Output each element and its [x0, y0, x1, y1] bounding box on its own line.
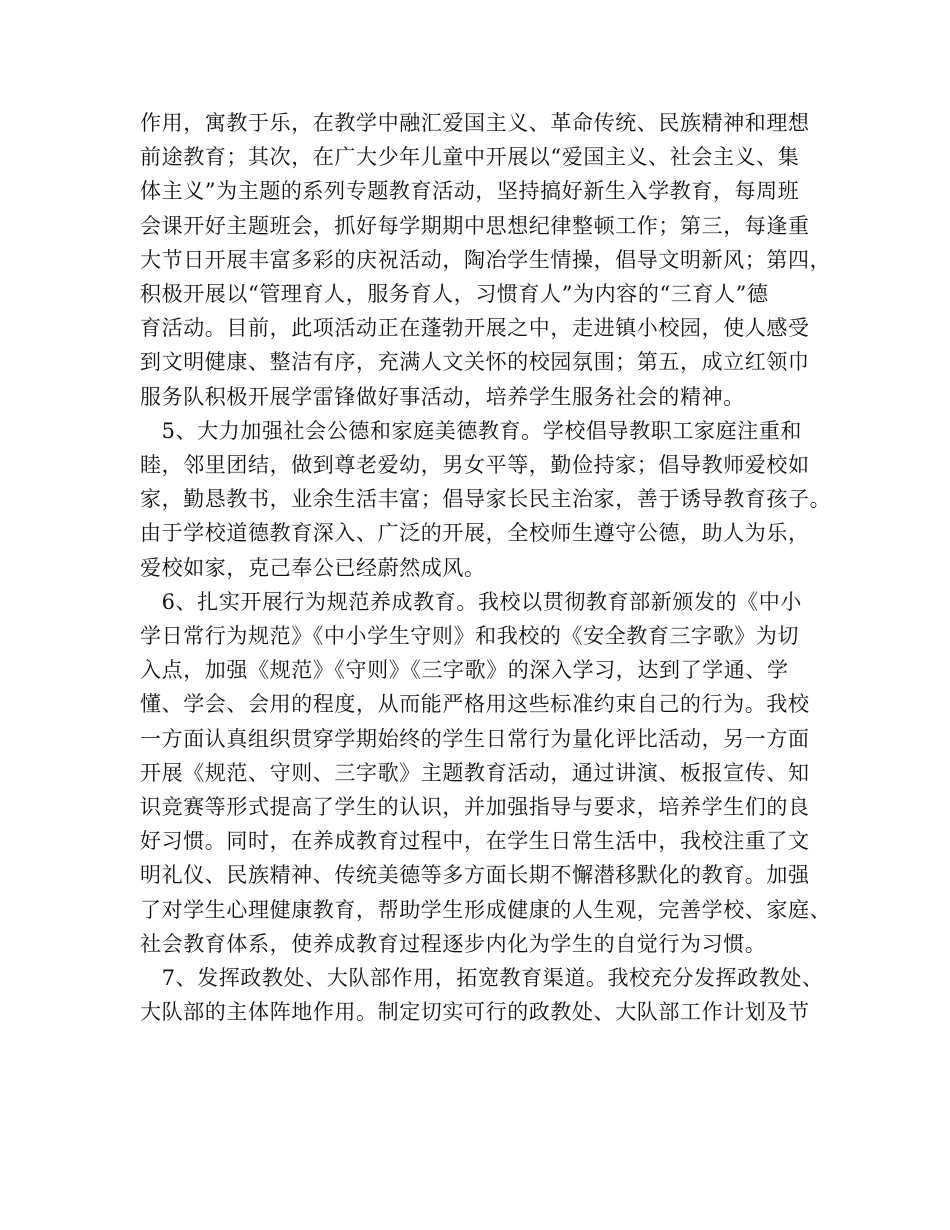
document-body — [140, 106, 832, 1029]
paragraph-6-start: 6、扎实开展行为规范养成教育。我校以贯彻教育部新颁发的《中小 — [140, 589, 802, 614]
text-line: 学日常行为规范》《中小学生守则》和我校的《安全教育三字歌》为切 — [140, 624, 800, 649]
text-line: 明礼仪、民族精神、传统美德等多方面长期不懈潜移默化的教育。加强 — [140, 863, 810, 888]
text-line: 开展《规范、守则、三字歌》主题教育活动，通过讲演、板报宣传、知 — [140, 760, 810, 785]
text-line: 会课开好主题班会，抓好每学期期中思想纪律整顿工作；第三，每逢重 — [140, 213, 810, 238]
text-line: 懂、学会、会用的程度，从而能严格用这些标准约束自己的行为。我校 — [140, 692, 810, 717]
text-line: 好习惯。同时，在养成教育过程中，在学生日常生活中，我校注重了文 — [140, 829, 810, 854]
text-line: 作用，寓教于乐，在教学中融汇爱国主义、革命传统、民族精神和理想 — [140, 111, 810, 135]
text-line: 入点，加强《规范》《守则》《三字歌》的深入学习，达到了学通、学 — [140, 658, 789, 683]
text-line: 识竞赛等形式提高了学生的认识，并加强指导与要求，培养学生们的良 — [140, 795, 810, 820]
text-line: 前途教育；其次，在广大少年儿童中开展以“爱国主义、社会主义、集 — [140, 145, 800, 170]
text-line: 育活动。目前，此项活动正在蓬勃开展之中，走进镇小校园，使人感受 — [140, 316, 810, 341]
text-line: 一方面认真组织贯穿学期始终的学生日常行为量化评比活动，另一方面 — [140, 726, 810, 751]
text-line: 社会教育体系，使养成教育过程逐步内化为学生的自觉行为习惯。 — [140, 931, 767, 956]
text-line: 服务队积极开展学雷锋做好事活动，培养学生服务社会的精神。 — [140, 384, 745, 409]
text-line: 到文明健康、整洁有序，充满人文关怀的校园氛围；第五，成立红领巾 — [140, 350, 810, 375]
text-line: 由于学校道德教育深入、广泛的开展，全校师生遵守公德，助人为乐， — [140, 521, 810, 546]
text-line: 睦，邻里团结，做到尊老爱幼，男女平等，勤俭持家；倡导教师爱校如 — [140, 453, 810, 478]
text-line: 积极开展以“管理育人，服务育人，习惯育人”为内容的“三育人”德 — [140, 282, 769, 307]
text-line: 家，勤恳教书，业余生活丰富；倡导家长民主治家，善于诱导教育孩子。 — [140, 487, 832, 512]
paragraph-5-start: 5、大力加强社会公德和家庭美德教育。学校倡导教职工家庭注重和 — [140, 418, 802, 443]
text-line: 大队部的主体阵地作用。制定切实可行的政教处、大队部工作计划及节 — [140, 1000, 810, 1025]
text-line: 爱校如家，克己奉公已经蔚然成风。 — [140, 555, 486, 580]
text-line: 大节日开展丰富多彩的庆祝活动，陶冶学生情操，倡导文明新风；第四， — [140, 247, 832, 272]
paragraph-7-start: 7、发挥政教处、大队部作用，拓宽教育渠道。我校充分发挥政教处、 — [140, 966, 824, 991]
text-line: 了对学生心理健康教育，帮助学生形成健康的人生观，完善学校、家庭、 — [140, 897, 832, 922]
text-line: 体主义”为主题的系列专题教育活动，坚持搞好新生入学教育，每周班 — [140, 179, 800, 204]
